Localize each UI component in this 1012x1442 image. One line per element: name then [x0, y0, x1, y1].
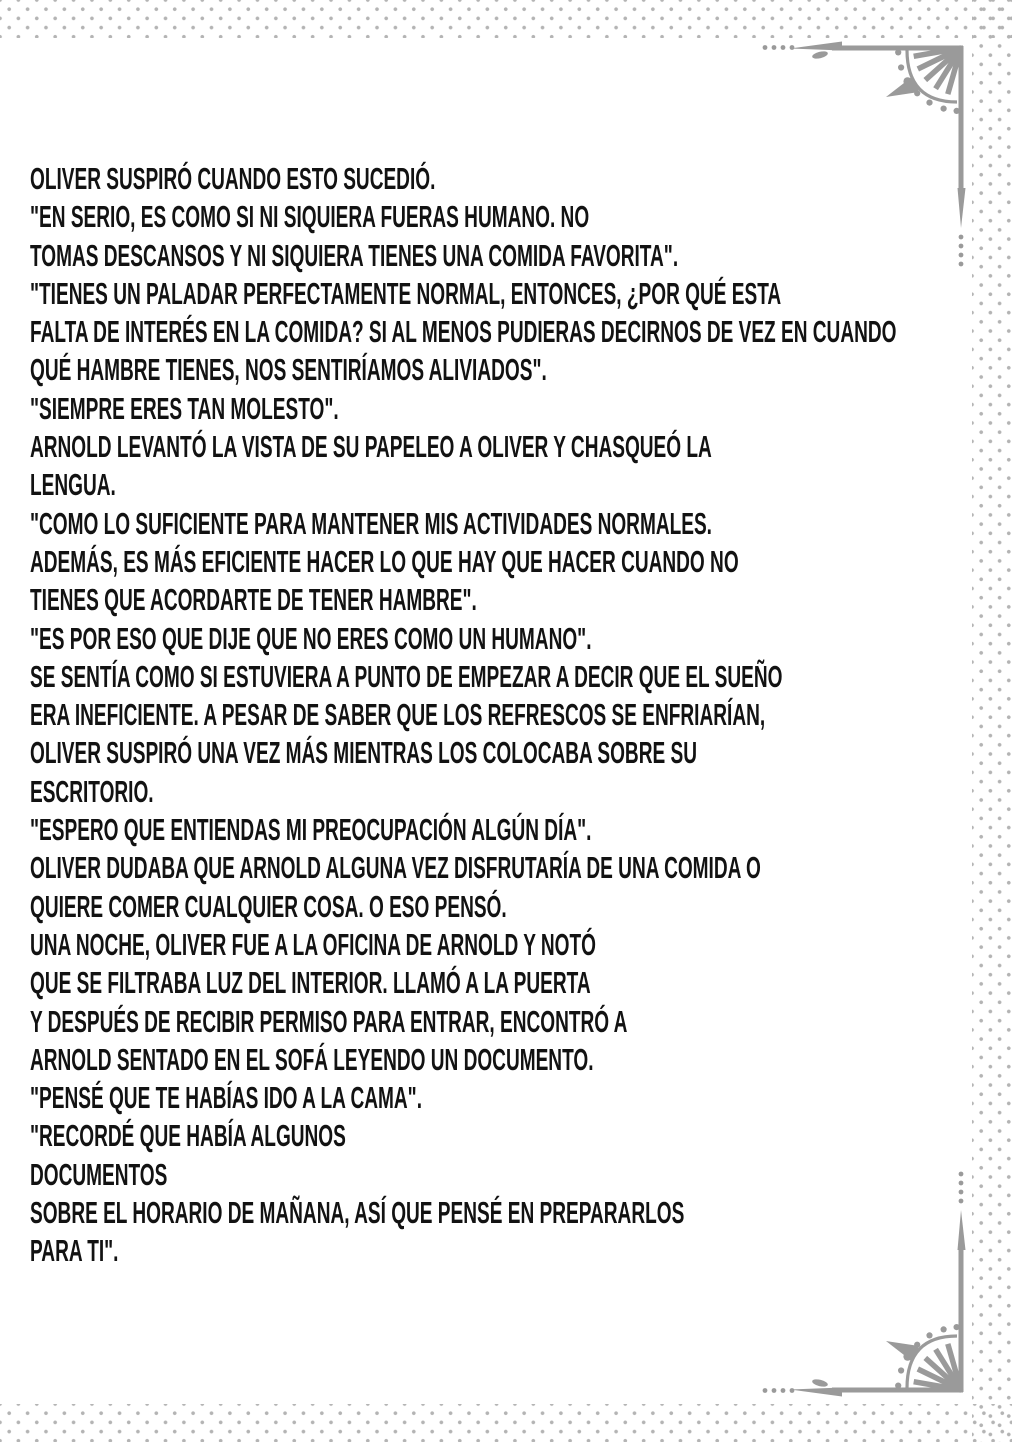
- text-line: "EN SERIO, ES COMO SI NI SIQUIERA FUERAS HUMANO. NO: [30, 199, 590, 235]
- text-line: LENGUA.: [30, 467, 116, 503]
- story-text: [30, 160, 1012, 1271]
- text-line: SE SENTÍA COMO SI ESTUVIERA A PUNTO DE EMPEZAR A DECIR QUE EL SUEÑO: [30, 658, 783, 694]
- text-line: TIENES QUE ACORDARTE DE TENER HAMBRE".: [30, 582, 477, 618]
- text-line: "ES POR ESO QUE DIJE QUE NO ERES COMO UN HUMANO".: [30, 620, 592, 656]
- text-line: PARA TI".: [30, 1233, 119, 1269]
- text-line: QUIERE COMER CUALQUIER COSA. O ESO PENSÓ.: [30, 888, 507, 924]
- text-line: ARNOLD LEVANTÓ LA VISTA DE SU PAPELEO A OLIVER Y CHASQUEÓ LA: [30, 429, 712, 465]
- text-line: "PENSÉ QUE TE HABÍAS IDO A LA CAMA".: [30, 1080, 422, 1116]
- text-line: FALTA DE INTERÉS EN LA COMIDA? SI AL MENOS PUDIERAS DECIRNOS DE VEZ EN CUANDO: [30, 314, 897, 350]
- text-line: OLIVER SUSPIRÓ CUANDO ESTO SUCEDIÓ.: [30, 161, 436, 196]
- text-line: TOMAS DESCANSOS Y NI SIQUIERA TIENES UNA COMIDA FAVORITA".: [30, 237, 679, 273]
- text-line: OLIVER DUDABA QUE ARNOLD ALGUNA VEZ DISFRUTARÍA DE UNA COMIDA O: [30, 850, 761, 886]
- text-line: ERA INEFICIENTE. A PESAR DE SABER QUE LOS REFRESCOS SE ENFRIARÍAN,: [30, 697, 766, 733]
- text-line: "COMO LO SUFICIENTE PARA MANTENER MIS ACTIVIDADES NORMALES.: [30, 505, 712, 541]
- text-line: QUE SE FILTRABA LUZ DEL INTERIOR. LLAMÓ A LA PUERTA: [30, 965, 591, 1001]
- text-line: ESCRITORIO.: [30, 773, 154, 809]
- text-line: OLIVER SUSPIRÓ UNA VEZ MÁS MIENTRAS LOS COLOCABA SOBRE SU: [30, 735, 697, 771]
- text-line: "TIENES UN PALADAR PERFECTAMENTE NORMAL, ENTONCES, ¿POR QUÉ ESTA: [30, 275, 782, 311]
- text-line: Y DESPUÉS DE RECIBIR PERMISO PARA ENTRAR, ENCONTRÓ A: [30, 1003, 628, 1039]
- text-line: "ESPERO QUE ENTIENDAS MI PREOCUPACIÓN ALGÚN DÍA".: [30, 812, 592, 848]
- text-line: ADEMÁS, ES MÁS EFICIENTE HACER LO QUE HAY QUE HACER CUANDO NO: [30, 543, 739, 579]
- text-line: ARNOLD SENTADO EN EL SOFÁ LEYENDO UN DOCUMENTO.: [30, 1041, 594, 1077]
- text-line: "SIEMPRE ERES TAN MOLESTO".: [30, 390, 339, 426]
- text-line: UNA NOCHE, OLIVER FUE A LA OFICINA DE ARNOLD Y NOTÓ: [30, 926, 596, 962]
- text-line: "RECORDÉ QUE HABÍA ALGUNOS: [30, 1118, 346, 1154]
- text-line: DOCUMENTOS: [30, 1156, 168, 1192]
- text-line: QUÉ HAMBRE TIENES, NOS SENTIRÍAMOS ALIVIADOS".: [30, 352, 547, 388]
- text-line: SOBRE EL HORARIO DE MAÑANA, ASÍ QUE PENSÉ EN PREPARARLOS: [30, 1195, 685, 1231]
